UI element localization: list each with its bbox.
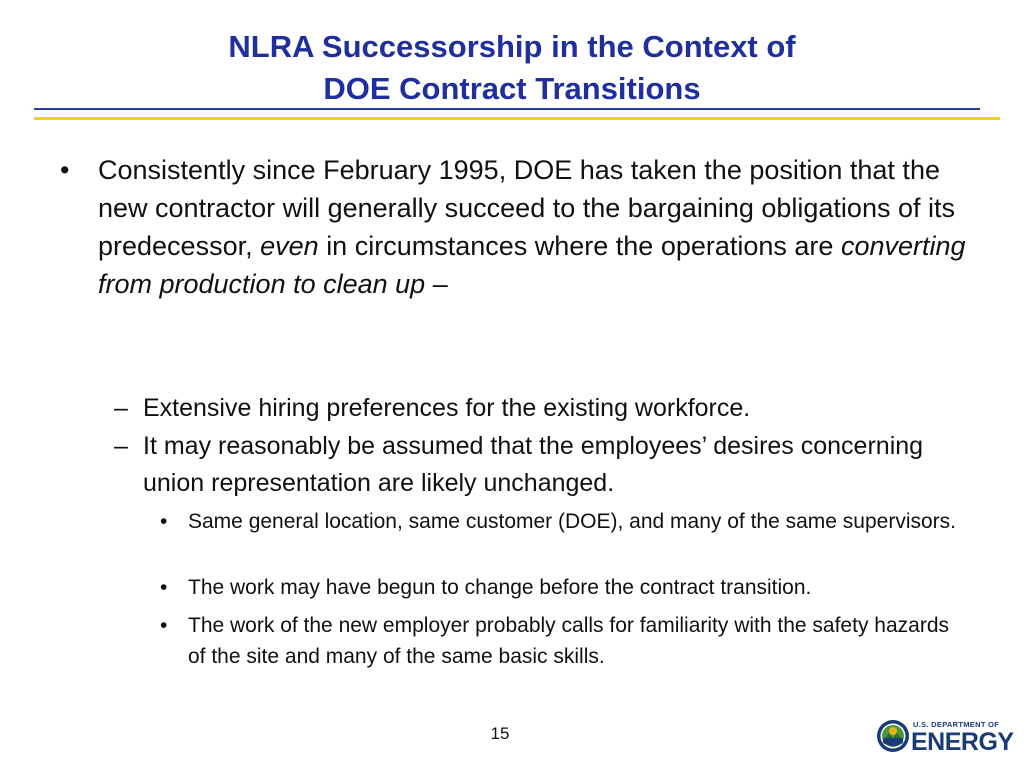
logo-small-text: U.S. DEPARTMENT OF <box>913 720 1000 729</box>
main-bullet-marker: • <box>60 155 70 185</box>
main-text-c: – <box>432 269 448 299</box>
doe-seal-icon <box>876 719 910 753</box>
main-text-even: even <box>260 231 319 261</box>
slide-title <box>0 26 1024 110</box>
title-rule-blue <box>34 108 980 110</box>
title-rule-gold <box>34 117 1000 120</box>
sub-bullet-marker-2: – <box>114 432 128 460</box>
subsub-bullet-3: The work of the new employer probably calls for familiarity with the safety hazards of the site and many of the same basic skills. <box>188 614 949 668</box>
main-text-b: in circumstances where the operations are <box>326 231 834 261</box>
subsub-bullet-2: The work may have begun to change before the contract transition. <box>188 576 812 599</box>
sub-bullet-2: It may reasonably be assumed that the employees’ desires concerning union representation are likely unchanged. <box>143 432 924 497</box>
subsub-bullet-marker-2: • <box>160 576 168 599</box>
page-number: 15 <box>490 724 510 743</box>
sub-bullet-1: Extensive hiring preferences for the existing workforce. <box>143 394 751 422</box>
main-text-a: Consistently since February 1995, DOE has taken the position that the new contractor will generally succeed to the bargaining obligations of its predecessor, <box>98 155 955 261</box>
logo-big-text: ENERGY <box>911 728 1014 756</box>
subsub-bullet-marker-1: • <box>160 510 168 533</box>
main-text-converting: converting from production to clean up <box>98 231 966 299</box>
main-bullet-text <box>98 151 978 303</box>
subsub-bullet-marker-3: • <box>160 614 168 637</box>
title-line-2: DOE Contract Transitions <box>323 71 701 106</box>
title-line-1: NLRA Successorship in the Context of <box>228 29 796 64</box>
sub-bullet-marker-1: – <box>114 394 128 422</box>
subsub-bullet-1: Same general location, same customer (DOE), and many of the same supervisors. <box>188 510 956 533</box>
